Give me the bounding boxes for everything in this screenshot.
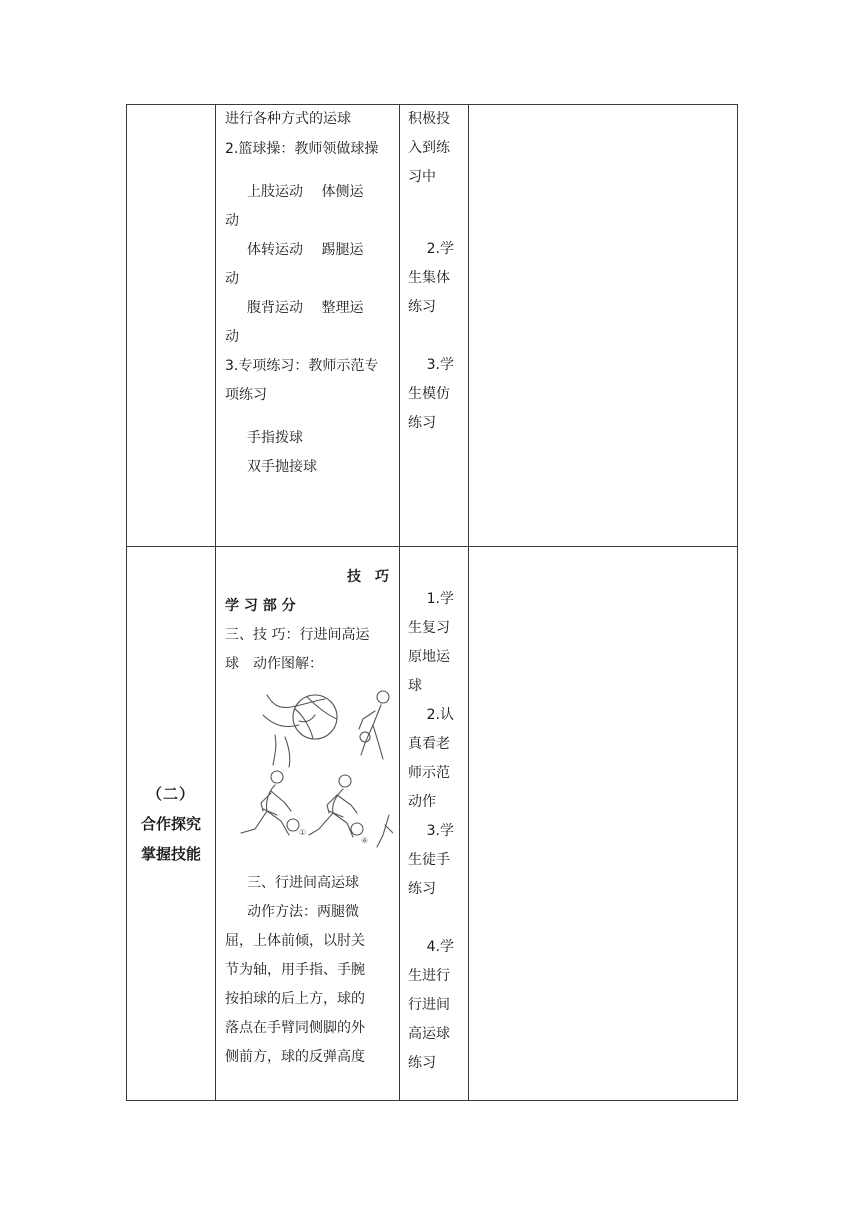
teacher-activity-cell [216, 547, 400, 1101]
text-line: 4.学 [426, 939, 454, 955]
text-line: 习中 [408, 169, 436, 185]
text-line: 动 [225, 213, 239, 229]
text-line: 1.学 [426, 591, 454, 607]
text-line: 入到练 [408, 140, 450, 156]
text-line: 练习 [408, 881, 436, 897]
text-line: 按拍球的后上方，球的 [225, 991, 365, 1007]
text-line: 2.篮球操：教师领做球操 [225, 141, 379, 157]
text-line: 屈，上体前倾，以肘关 [225, 933, 365, 949]
section-title: 技 巧 [347, 569, 389, 585]
text-line: 生集体 [408, 270, 450, 286]
stage-label-cell [127, 547, 216, 1101]
text-line: 生模仿 [408, 386, 450, 402]
text-line: 3.专项练习：教师示范专 [225, 358, 379, 374]
stage-title-line: 掌握技能 [140, 844, 201, 863]
text-line: 3.学 [426, 823, 454, 839]
text-line: 高运球 [408, 1026, 450, 1042]
text-line: 动作 [408, 794, 436, 810]
svg-text:④: ④ [361, 836, 369, 845]
lesson-plan-table [126, 104, 738, 1101]
stage-title-line: 合作探究 [140, 814, 201, 833]
text-line: 动 [225, 329, 239, 345]
text-line: 动作方法：两腿微 [247, 904, 359, 920]
student-activity-cell [400, 105, 469, 547]
table-row [127, 547, 738, 1101]
text-line: 进行各种方式的运球 [225, 111, 351, 127]
text-line: 师示范 [408, 765, 450, 781]
text-line: 腹背运动 整理运 [247, 300, 364, 316]
text-line: 项练习 [225, 387, 267, 403]
text-line: 节为轴，用手指、手腕 [225, 962, 365, 978]
text-line: 行进间 [408, 997, 450, 1013]
notes-cell [469, 547, 738, 1101]
stage-number: （二） [146, 784, 195, 803]
text-line: 原地运 [408, 649, 450, 665]
teacher-activity-cell [216, 105, 400, 547]
text-line: 练习 [408, 299, 436, 315]
text-line: 球 动作图解： [225, 656, 323, 672]
text-line: 练习 [408, 415, 436, 431]
text-line: 上肢运动 体侧运 [247, 184, 364, 200]
text-line: 2.学 [426, 241, 454, 257]
text-line: 体转运动 踢腿运 [247, 242, 364, 258]
text-line: 动 [225, 271, 239, 287]
svg-text:①: ① [299, 828, 307, 837]
student-activity-cell [400, 547, 469, 1101]
text-line: 2.认 [426, 707, 454, 723]
notes-cell [469, 105, 738, 547]
text-line: 积极投 [408, 111, 450, 127]
section-subtitle: 学 习 部 分 [225, 598, 296, 614]
text-line: 三、行进间高运球 [247, 875, 359, 891]
text-line: 侧前方，球的反弹高度 [225, 1049, 365, 1065]
text-line: 落点在手臂同侧脚的外 [225, 1020, 365, 1036]
text-line: 双手抛接球 [247, 459, 317, 475]
stage-label-cell [127, 105, 216, 547]
table-row [127, 105, 738, 547]
text-line: 手指拨球 [247, 430, 303, 446]
text-line: 球 [408, 678, 422, 694]
text-line: 3.学 [426, 357, 454, 373]
text-line: 真看老 [408, 736, 450, 752]
text-line: 生徒手 [408, 852, 450, 868]
text-line: 练习 [408, 1055, 436, 1071]
text-line: 生复习 [408, 620, 450, 636]
dribbling-illustration [233, 685, 393, 865]
text-line: 生进行 [408, 968, 450, 984]
text-line: 三、技 巧：行进间高运 [225, 627, 370, 643]
